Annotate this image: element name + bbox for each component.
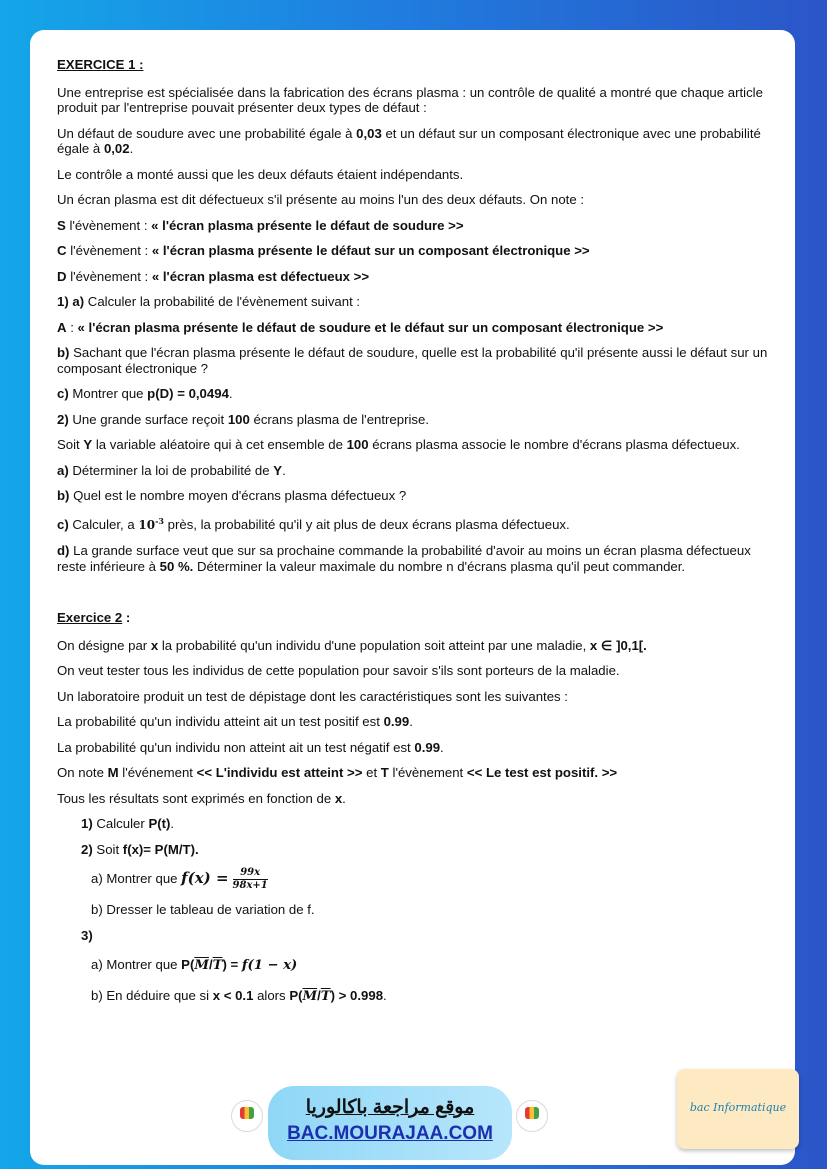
event-s: S l'évènement : « l'écran plasma présente le défaut de soudure >>	[57, 217, 464, 233]
ex2-intro: On désigne par x la probabilité qu'un individu d'une population soit atteint par une maladie, x ∈ ]0,1[.	[57, 637, 647, 653]
book-logo-icon	[516, 1100, 548, 1132]
variable-y-definition: Soit Y la variable aléatoire qui à cet ensemble de 100 écrans plasma associe le nombre d'écrans plasma défectueux.	[57, 437, 740, 452]
ex2-lab: Un laboratoire produit un test de dépistage dont les caractéristiques sont les suivantes :	[57, 688, 568, 704]
ex2-results-note: Tous les résultats sont exprimés en fonction de x.	[57, 790, 346, 806]
site-name-arabic: موقع مراجعة باكالوريا	[305, 1097, 475, 1118]
document-page	[30, 30, 795, 1165]
question-2a: a) Déterminer la loi de probabilité de Y.	[57, 462, 286, 478]
exercise-1-title: EXERCICE 1 :	[57, 57, 144, 72]
ex1-defect-probs: Un défaut de soudure avec une probabilité égale à 0,03 et un défaut sur un composant électronique avec une probabilité égale à 0,02.	[57, 125, 761, 156]
bac-informatique-badge: bac Informatique	[677, 1069, 799, 1149]
site-url-link[interactable]: BAC.MOURAJAA.COM	[287, 1123, 493, 1144]
event-a: A : « l'écran plasma présente le défaut de soudure et le défaut sur un composant électronique >>	[57, 319, 664, 335]
question-2: 2) Une grande surface reçoit 100 écrans plasma de l'entreprise.	[57, 411, 429, 427]
document-content	[57, 57, 777, 1014]
question-1a: 1) a) Calculer la probabilité de l'évènement suivant :	[57, 294, 361, 309]
ex2-question-2a: a) Montrer que f(x) = $\frac{99x}{98x+1}$	[91, 867, 268, 891]
question-1c: c) Montrer que p(D) = 0,0494.	[57, 386, 233, 401]
question-2b: b) Quel est le nombre moyen d'écrans plasma défectueux ?	[57, 488, 407, 503]
ex2-question-3a: a) Montrer que $P(\overline{M}/\overline{T}) = f(1 - x)$	[91, 957, 298, 973]
event-c: C l'évènement : « l'écran plasma présente le défaut sur un composant électronique >>	[57, 243, 590, 258]
ex2-question-1: 1) Calculer P(t).	[81, 816, 175, 831]
ex1-independence: Le contrôle a monté aussi que les deux défauts étaient indépendants.	[57, 166, 464, 182]
book-logo-icon	[231, 1100, 263, 1132]
question-1b: b) Sachant que l'écran plasma présente le défaut de soudure, quelle est la probabilité qu'il présente aussi le défaut sur un composant électronique ?	[57, 345, 768, 376]
ex2-positive-prob: La probabilité qu'un individu atteint ait un test positif est 0.99.	[57, 714, 413, 729]
ex2-question-2: 2) Soit f(x)= P(M/T).	[81, 841, 199, 857]
fraction-99x: $\frac{99x}{98x+1}$	[232, 867, 268, 891]
ex1-definition: Un écran plasma est dit défectueux s'il présente au moins l'un des deux défauts. On note :	[57, 192, 584, 207]
event-d: D l'évènement : « l'écran plasma est défectueux >>	[57, 268, 370, 284]
ex2-goal: On veut tester tous les individus de cette population pour savoir s'ils sont porteurs de la maladie.	[57, 663, 620, 678]
question-2c: c) Calculer, a $10^{-3}$ près, la probabilité qu'il y ait plus de deux écrans plasma défectueux.	[57, 515, 570, 532]
ex2-question-3: 3)	[81, 927, 93, 943]
ex2-question-3b: b) En déduire que si x < 0.1 alors $P(\overline{M}/\overline{T}) > 0.998$.	[91, 987, 387, 1004]
question-2d: d) La grande surface veut que sur sa prochaine commande la probabilité d'avoir au moins un écran plasma défectueux reste inférieure à 50 %. Déterminer la valeur maximale du nombre n d'écrans plasma qu'il peut commander.	[57, 543, 751, 574]
site-footer-banner[interactable]	[268, 1086, 512, 1160]
ex2-events: On note M l'événement << L'individu est atteint >> et T l'évènement << Le test est positif. >>	[57, 765, 618, 780]
ex1-intro: Une entreprise est spécialisée dans la fabrication des écrans plasma : un contrôle de qualité a montré que chaque article produit par l'entreprise pouvait présenter deux types de défaut :	[57, 84, 763, 115]
ex2-negative-prob: La probabilité qu'un individu non atteint ait un test négatif est 0.99.	[57, 739, 444, 755]
ex2-question-2b: b) Dresser le tableau de variation de f.	[91, 902, 315, 917]
exercise-2-title: Exercice 2 :	[57, 610, 131, 625]
